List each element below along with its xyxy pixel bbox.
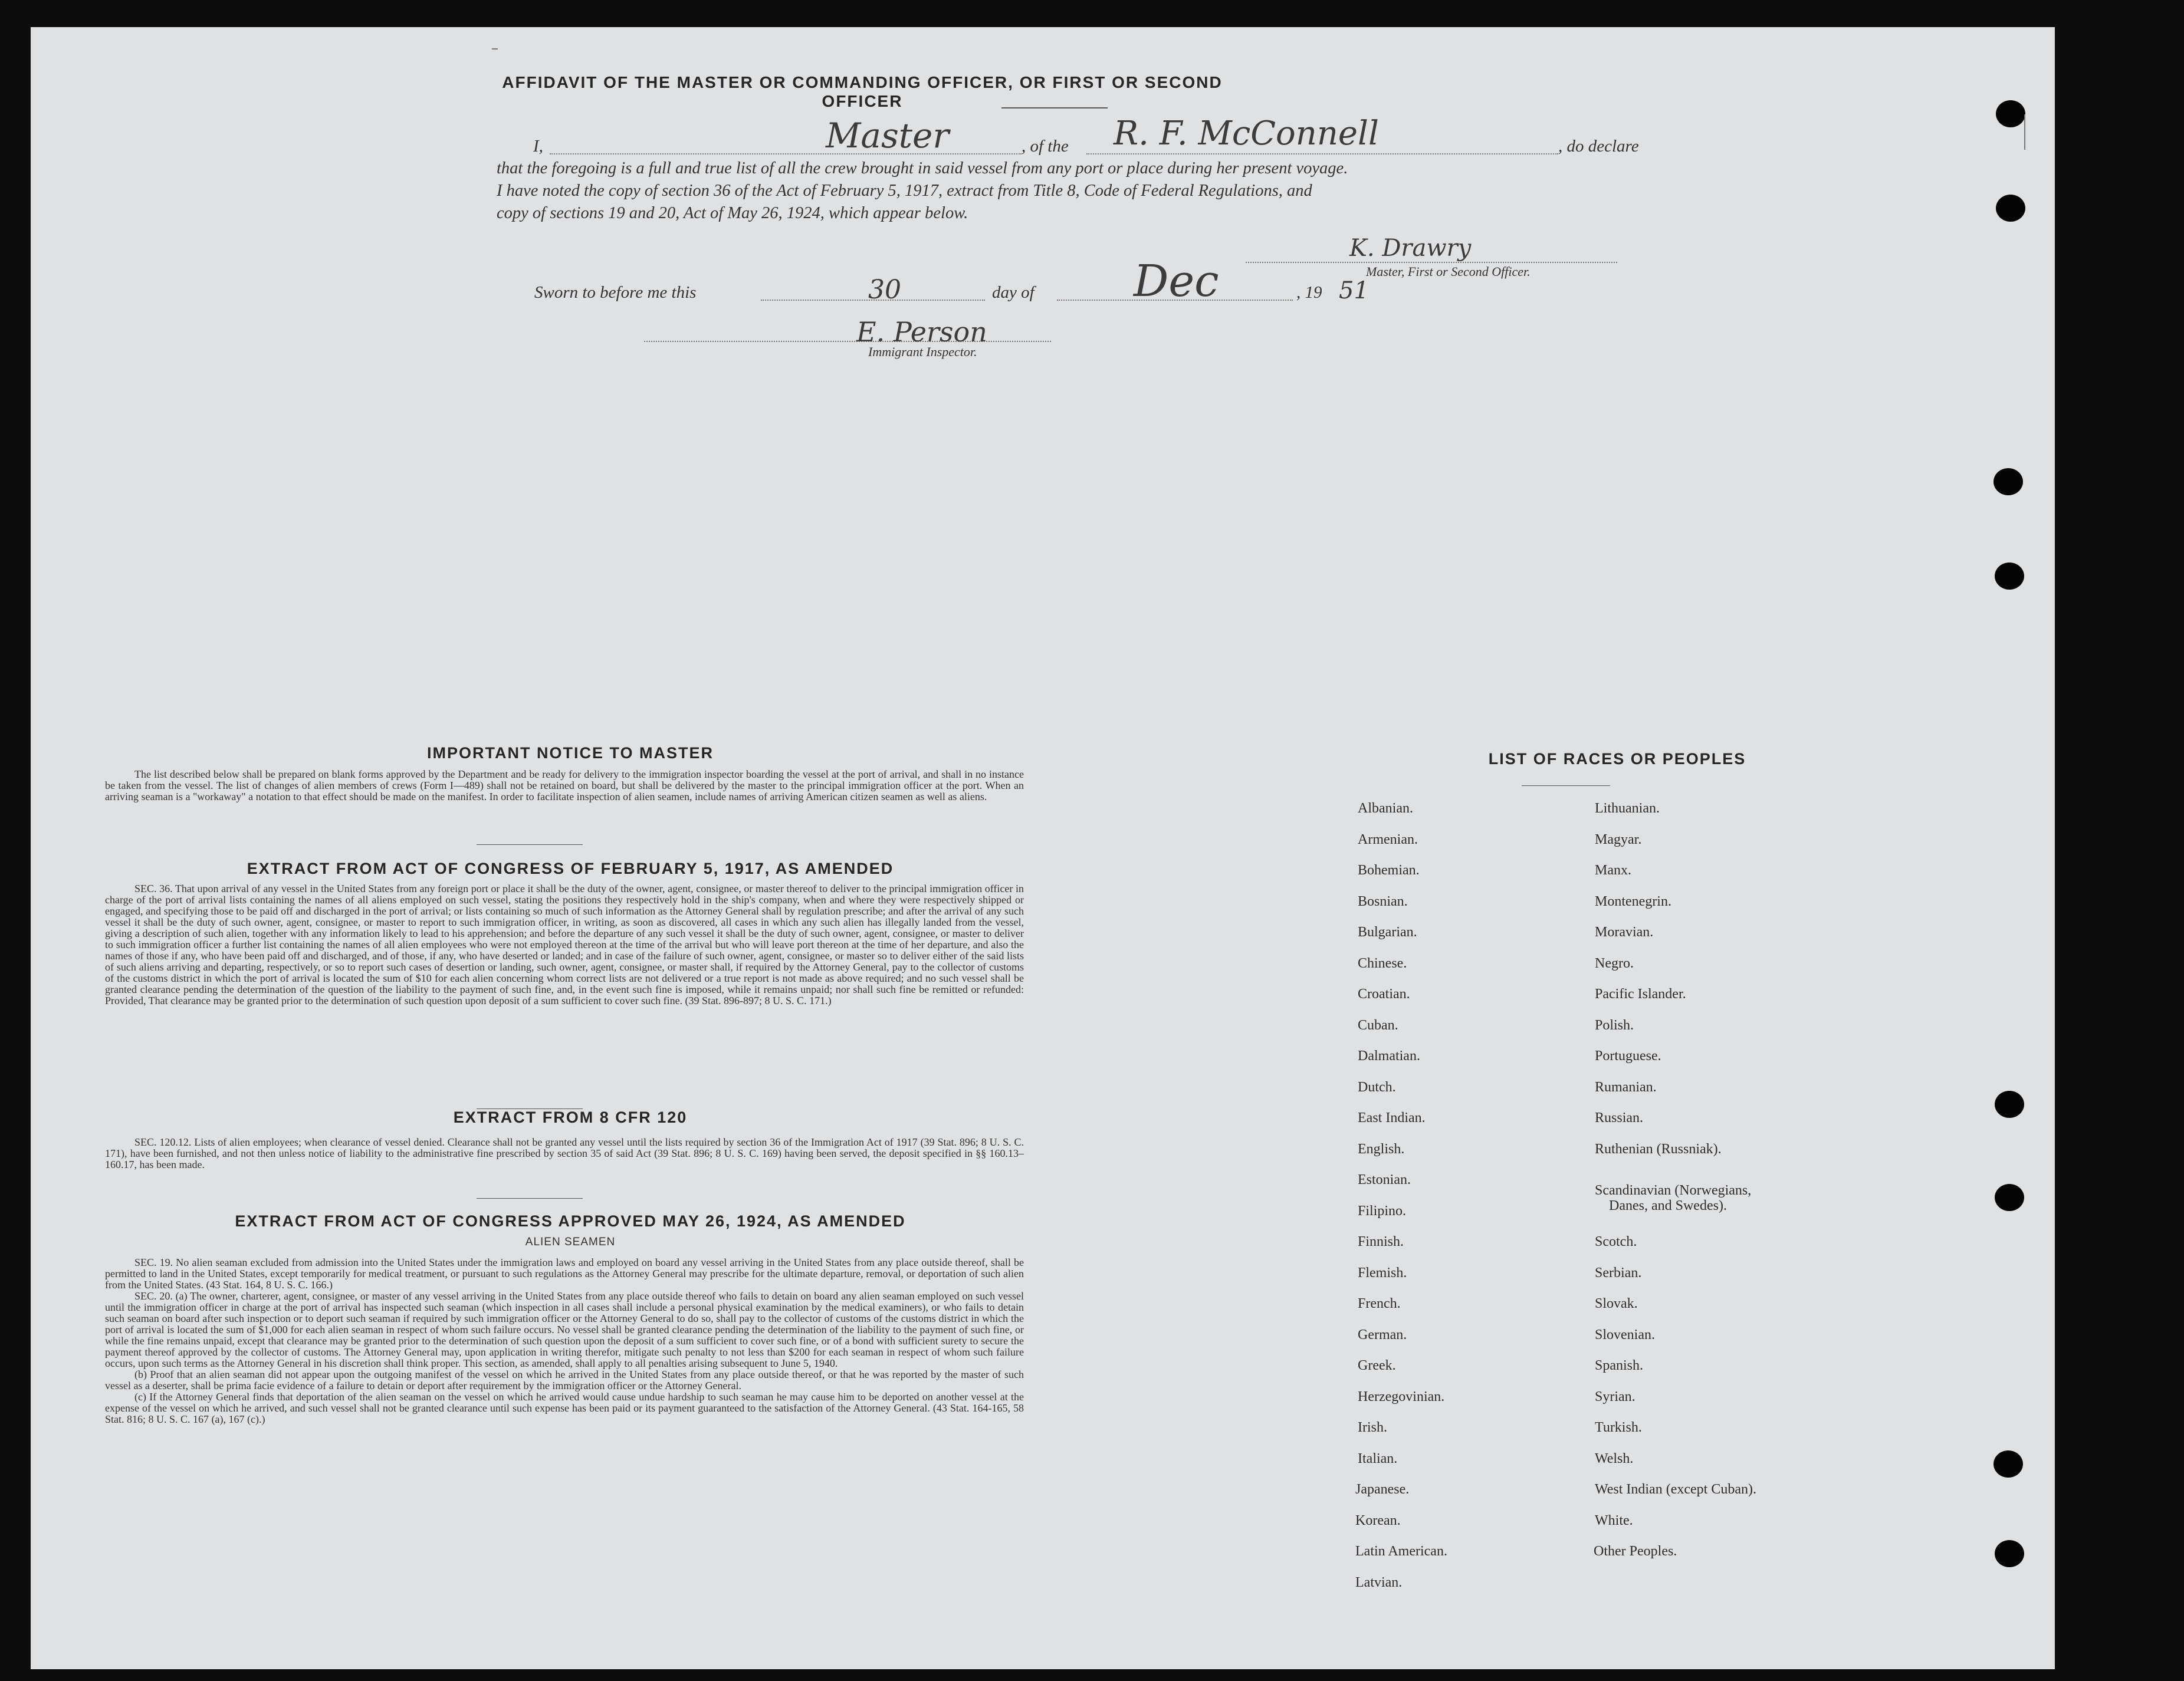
race-item: Ruthenian (Russniak). xyxy=(1595,1141,1722,1157)
race-item: Welsh. xyxy=(1595,1451,1634,1466)
vessel-handwritten: R. F. McConnell xyxy=(1114,114,1379,153)
race-item: Other Peoples. xyxy=(1594,1544,1677,1559)
divider xyxy=(1001,107,1108,108)
race-item: Lithuanian. xyxy=(1595,801,1660,816)
officer-signature: K. Drawry xyxy=(1349,235,1472,262)
race-item: East Indian. xyxy=(1358,1110,1426,1126)
race-item: Turkish. xyxy=(1595,1420,1642,1435)
race-item: Portuguese. xyxy=(1595,1048,1661,1064)
race-item: Chinese. xyxy=(1358,956,1407,971)
race-item: German. xyxy=(1358,1327,1407,1343)
race-item: Croatian. xyxy=(1358,986,1410,1002)
race-item: White. xyxy=(1595,1513,1633,1528)
affidavit-of-the: , of the xyxy=(1022,137,1069,156)
year-prefix: , 19 xyxy=(1296,283,1322,302)
race-item: Manx. xyxy=(1595,863,1631,878)
race-item: Slovenian. xyxy=(1595,1327,1655,1343)
race-item: Latin American. xyxy=(1355,1544,1447,1559)
race-item: Cuban. xyxy=(1358,1018,1398,1033)
punch-hole xyxy=(1995,1091,2024,1118)
race-item: Latvian. xyxy=(1355,1575,1403,1590)
race-item: Estonian. xyxy=(1358,1172,1411,1187)
race-item: Bulgarian. xyxy=(1358,925,1417,940)
officer-caption: Master, First or Second Officer. xyxy=(1366,264,1531,279)
race-item: Filipino. xyxy=(1358,1203,1407,1219)
race-item: Finnish. xyxy=(1358,1234,1404,1249)
race-item: Serbian. xyxy=(1595,1265,1642,1281)
race-item: Dutch. xyxy=(1358,1080,1396,1095)
punch-hole xyxy=(1995,562,2024,590)
race-item: Russian. xyxy=(1595,1110,1644,1126)
divider xyxy=(477,844,583,845)
affidavit-line3: I have noted the copy of section 36 of the Act of February 5, 1917, extract from Title 8, Code of Federal Regulations, and xyxy=(497,182,1312,200)
punch-hole xyxy=(1993,468,2023,495)
notice-title: IMPORTANT NOTICE TO MASTER xyxy=(427,744,714,762)
scan-mark xyxy=(492,48,498,50)
race-item: Italian. xyxy=(1358,1451,1398,1466)
affidavit-line1-prefix: I, xyxy=(533,137,543,156)
race-item: Irish. xyxy=(1358,1420,1387,1435)
race-item: Polish. xyxy=(1595,1018,1634,1033)
extract-8cfr-title: EXTRACT FROM 8 CFR 120 xyxy=(453,1108,688,1126)
punch-hole xyxy=(1996,195,2025,222)
races-title: LIST OF RACES OR PEOPLES xyxy=(1488,750,1746,768)
inspector-signature-line xyxy=(644,341,1051,342)
race-item: Montenegrin. xyxy=(1595,894,1671,909)
race-item: Japanese. xyxy=(1355,1482,1410,1497)
scan-mark xyxy=(2024,114,2025,150)
notice-text: The list described below shall be prepared on blank forms approved by the Department and be ready for delivery to the immigration inspector boarding the vessel at the port of arrival, and shall in no instance be taken from the vessel. The list of changes of alien members of crews (Form I—489) shall not be retained on board, but shall be delivered by the master to the principal immigration officer at the port. When an arriving seaman is a "workaway" a notation to that effect should be made on the manifest. In order to facilitate inspection of alien seamen, include names of arriving American citizen seamen as well as aliens. xyxy=(105,768,1024,802)
race-item: Albanian. xyxy=(1358,801,1413,816)
extract-1924-text: SEC. 19. No alien seaman excluded from admission into the United States under the immigration laws and employed on board any vessel arriving in the United States from any place outside thereof, shall be permitted to land in the United States, except temporarily for medical treatment, or pursuant to such regulations as the Attorney General may prescribe for the ultimate departure, removal, or deportation of such alien from the United States. (43 Stat. 164, 8 U. S. C. 166.) SEC. 20. (a) The owner, charterer, agent, consignee, or master of any vessel arriving in the United States from any place outside thereof who fails to detain on board any alien seaman employed on such vessel until the immigration officer in charge at the port of arrival has inspected such seaman (which inspection in all cases shall include a personal physical examination by the medical examiners), or who fails to detain such seaman on board after such inspection or to deport such seaman if required by such immigration officer or the Attorney General to do so, shall pay to the collector of customs of the customs district in which the port of arrival is located the sum of $1,000 for each alien seaman in respect of whom such failure occurs. No vessel shall be granted clearance pending the determination of the liability to the payment of such fine, or while the fine remains unpaid, except that clearance may be granted prior to the determination of such question upon the deposit of a sum sufficient to cover such fine, or of a bond with sufficient surety to secure the payment thereof approved by the collector of customs. The Attorney General may, upon application in writing therefor, mitigate such penalty to not less than $200 for each seaman in respect of whom such failure occurs, upon such terms as the Attorney General in his discretion shall think proper. This section, as amended, shall apply to all penalties arising subsequent to June 5, 1940. (b) Proof that an alien seaman did not appear upon the outgoing manifest of the vessel on which he arrived in the United States from any place outside thereof, or that he was reported by the master of such vessel as a deserter, shall be prima facie evidence of a failure to detain or deport after requirement by the immigration officer or the Attorney General. (c) If the Attorney General finds that deportation of the alien seaman on the vessel on which he arrived would cause undue hardship to such seaman he may cause him to be deported on another vessel at the expense of the vessel on which he arrived, and such vessel shall not be granted clearance until such expense has been paid or its payment guaranteed to the satisfaction of the Attorney General. (43 Stat. 164-165, 58 Stat. 816; 8 U. S. C. 167 (a), 167 (c).) xyxy=(105,1256,1024,1425)
divider xyxy=(477,1198,583,1199)
extract-8cfr-text: SEC. 120.12. Lists of alien employees; when clearance of vessel denied. Clearance shall not be granted any vessel until the lists required by section 36 of the Immigration Act of 1917 (39 Stat. 896; 8 U. S. C. 171), have been furnished, and not then unless notice of liability to the administrative fine prescribed by section 35 of said Act (39 Stat. 896; 8 U. S. C. 169) having been served, the deposit specified in §§ 160.13–160.17, has been made. xyxy=(105,1136,1024,1170)
race-item: Scandinavian (Norwegians, xyxy=(1595,1183,1752,1198)
affidavit-line2: that the foregoing is a full and true list of all the crew brought in said vessel from any port or place during her present voyage. xyxy=(497,159,1348,177)
race-item: Negro. xyxy=(1595,956,1634,971)
race-item: Bosnian. xyxy=(1358,894,1408,909)
affidavit-title: AFFIDAVIT OF THE MASTER OR COMMANDING OFFICER, OR FIRST OR SECOND OFFICER xyxy=(502,73,1223,110)
race-item: West Indian (except Cuban). xyxy=(1595,1482,1756,1497)
race-item: Bohemian. xyxy=(1358,863,1420,878)
divider xyxy=(1522,785,1610,786)
race-item: Slovak. xyxy=(1595,1296,1638,1311)
race-item: Herzegovinian. xyxy=(1358,1389,1445,1404)
affidavit-line4: copy of sections 19 and 20, Act of May 26, 1924, which appear below. xyxy=(497,204,968,222)
race-item: Syrian. xyxy=(1595,1389,1635,1404)
day-of-label: day of xyxy=(992,283,1034,302)
race-item: Moravian. xyxy=(1595,925,1654,940)
extract-1917-title: EXTRACT FROM ACT OF CONGRESS OF FEBRUARY 5, 1917, AS AMENDED xyxy=(247,860,894,877)
inspector-signature: E. Person xyxy=(856,316,987,348)
position-handwritten: Master xyxy=(826,116,950,156)
race-item: Spanish. xyxy=(1595,1358,1644,1373)
race-item: Magyar. xyxy=(1595,832,1642,847)
document-page xyxy=(31,27,2055,1669)
race-item: Pacific Islander. xyxy=(1595,986,1686,1002)
sworn-label: Sworn to before me this xyxy=(534,283,697,302)
punch-hole xyxy=(1996,100,2025,127)
race-item: Korean. xyxy=(1355,1513,1401,1528)
race-item: Flemish. xyxy=(1358,1265,1407,1281)
race-item: Danes, and Swedes). xyxy=(1609,1198,1727,1213)
race-item: French. xyxy=(1358,1296,1401,1311)
punch-hole xyxy=(1995,1184,2024,1211)
punch-hole xyxy=(1993,1450,2023,1478)
officer-signature-line xyxy=(1246,262,1617,263)
vessel-field-line xyxy=(1086,153,1558,154)
race-item: Scotch. xyxy=(1595,1234,1637,1249)
extract-1924-subtitle: ALIEN SEAMEN xyxy=(525,1236,616,1248)
race-item: Rumanian. xyxy=(1595,1080,1657,1095)
year-handwritten: 51 xyxy=(1339,277,1369,304)
inspector-caption: Immigrant Inspector. xyxy=(868,344,977,359)
day-handwritten: 30 xyxy=(868,275,901,305)
punch-hole xyxy=(1995,1540,2024,1567)
race-item: Armenian. xyxy=(1358,832,1418,847)
race-item: English. xyxy=(1358,1141,1405,1157)
extract-1917-text: SEC. 36. That upon arrival of any vessel in the United States from any foreign port or place it shall be the duty of the owner, agent, consignee, or master thereof to deliver to the principal immigration officer in charge of the port of arrival lists containing the names of all aliens employed on such vessel, stating the positions they respectively hold in the ship's company, when and where they were respectively shipped or engaged, and specifying those to be paid off and discharged in the port of arrival; or lists containing so much of such information as the Attorney General shall by regulation prescribe; and after the arrival of any such vessel it shall be the duty of such owner, agent, consignee, or master to report to such immigration officer, in writing, as soon as discovered, all cases in which any such alien has illegally landed from the vessel, giving a description of such alien, together with any information likely to lead to his apprehension; and before the departure of any such vessel it shall be the duty of such owner, agent, consignee, or master to deliver to such immigration officer a further list containing the names of all alien employees who were not employed thereon at the time of the arrival but who will leave port thereon at the time of her departure, and also the names of those if any, who have been paid off and discharged, and of those, if any, who have deserted or landed; and in case of the failure of such owner, agent, consignee, or master so to deliver either of the said lists of such aliens arriving and departing, respectively, or so to report such cases of desertion or landing, such owner, agent, consignee, or master shall, if required by the Attorney General, pay to the collector of customs of the customs district in which the port of arrival is located the sum of $10 for each alien concerning whom correct lists are not delivered or a true report is not made as above required; and no such vessel shall be granted clearance pending the determination of the question of the liability to the payment of such fine, and, in the event such fine is imposed, while it remains unpaid; nor shall such fine be remitted or refunded: Provided, That clearance may be granted prior to the determination of such question upon deposit of a sum sufficient to cover such fine. (39 Stat. 896-897; 8 U. S. C. 171.) xyxy=(105,883,1024,1006)
race-item: Dalmatian. xyxy=(1358,1048,1420,1064)
extract-1924-title: EXTRACT FROM ACT OF CONGRESS APPROVED MAY 26, 1924, AS AMENDED xyxy=(235,1212,906,1230)
month-handwritten: Dec xyxy=(1134,256,1219,307)
position-field-line xyxy=(550,153,1022,154)
race-item: Greek. xyxy=(1358,1358,1396,1373)
affidavit-do-declare: , do declare xyxy=(1558,137,1639,156)
